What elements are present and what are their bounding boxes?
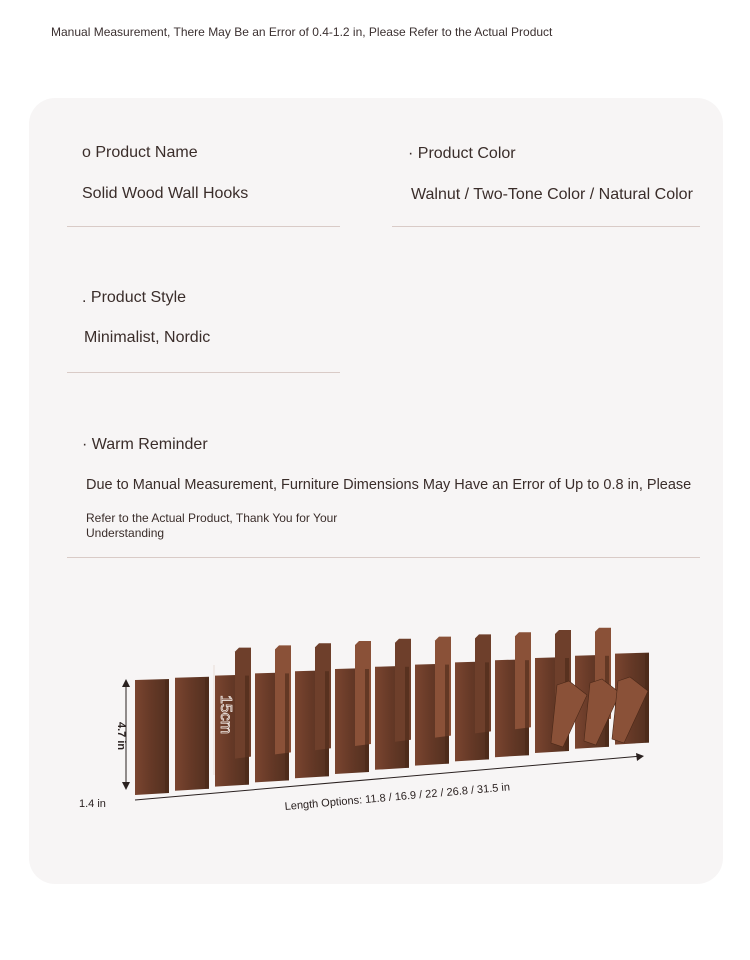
wood-slat <box>175 677 209 791</box>
slat-shadow <box>365 669 369 772</box>
wood-slats <box>135 628 649 795</box>
warm-reminder-line-2: Refer to the Actual Product, Thank You for Your <box>86 511 338 525</box>
product-style-label: . Product Style <box>82 289 187 306</box>
arrow-down-icon <box>122 782 130 790</box>
depth-label: 1.4 in <box>79 798 106 810</box>
slat-shadow <box>445 665 449 764</box>
product-name-label: o Product Name <box>82 144 198 161</box>
slat-shadow <box>405 667 409 768</box>
height-label: 4.7 in <box>115 722 127 751</box>
slat-shadow <box>245 676 249 785</box>
product-color-label: · Product Color <box>408 145 516 162</box>
wood-slat <box>135 679 169 795</box>
wall-hook-product-image <box>70 625 660 825</box>
divider <box>392 226 700 227</box>
slat-shadow <box>325 671 329 776</box>
slat-shadow <box>645 654 649 743</box>
measurement-notice: Manual Measurement, There May Be an Error of 0.4-1.2 in, Please Refer to the Actual Product <box>51 25 553 39</box>
divider <box>67 226 340 227</box>
slat-shadow <box>525 660 529 755</box>
slat-shadow <box>165 680 169 793</box>
warm-reminder-label: · Warm Reminder <box>82 436 208 453</box>
warm-reminder-line-1: Due to Manual Measurement, Furniture Dimensions May Have an Error of Up to 0.8 in, Please <box>86 477 692 493</box>
arrow-right-icon <box>636 753 644 761</box>
product-name-value: Solid Wood Wall Hooks <box>82 185 249 202</box>
divider <box>67 372 340 373</box>
slat-shadow <box>285 673 289 780</box>
warm-reminder-line-3: Understanding <box>86 526 165 540</box>
slat-shadow <box>205 678 209 789</box>
divider <box>67 557 700 558</box>
product-color-value: Walnut / Two-Tone Color / Natural Color <box>411 186 693 203</box>
hook-length-label: 15cm <box>217 695 234 735</box>
product-style-value: Minimalist, Nordic <box>84 329 211 346</box>
arrow-up-icon <box>122 679 130 687</box>
length-options-label: Length Options: 11.8 / 16.9 / 22 / 26.8 / 31.5 in <box>284 781 511 813</box>
slat-shadow <box>485 662 489 759</box>
